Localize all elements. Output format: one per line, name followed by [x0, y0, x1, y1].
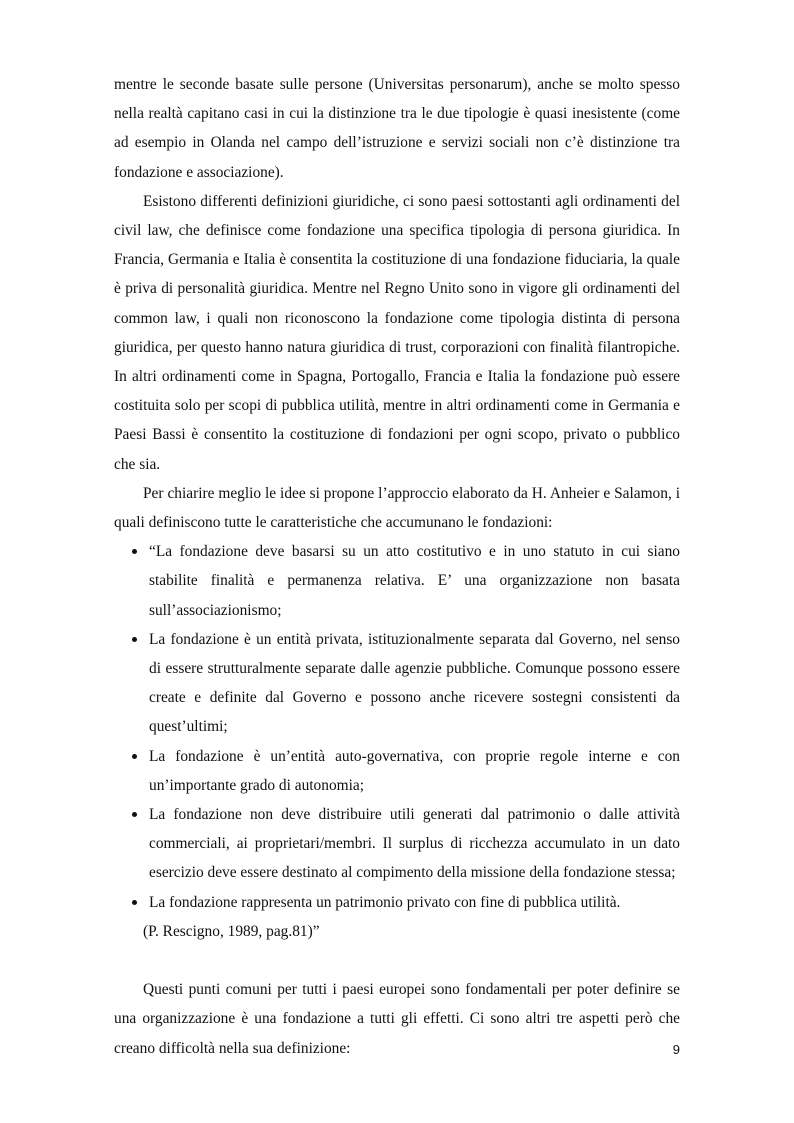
- paragraph-closing: Questi punti comuni per tutti i paesi europei sono fondamentali per poter definire se una organizzazione è una fondazione a tutti gli effetti. Ci sono altri tre aspetti però che creano difficoltà nella sua definizione:: [114, 981, 680, 1057]
- list-item: [114, 625, 680, 742]
- citation: (P. Rescigno, 1989, pag.81)”: [143, 922, 320, 940]
- paragraph-legal-definitions: Esistono differenti definizioni giuridiche, ci sono paesi sottostanti agli ordinamenti del civil law, che definisce come fondazione una specifica tipologia di persona giuridica. In Francia, Germania e Italia è consentita la costituzione di una fondazione fiduciaria, la quale è priva di personalità giuridica. Mentre nel Regno Unito sono in vigore gli ordinamenti del common law, i quali non riconoscono la fondazione come tipologia distinta di persona giuridica, per questo hanno natura giuridica di trust, corporazioni con finalità filantropiche. In altri ordinamenti come in Spagna, Portogallo, Francia e Italia la fondazione può essere costituita solo per scopi di pubblica utilità, mentre in altri ordinamenti come in Germania e Paesi Bassi è consentito la costituzione di fondazioni per ogni scopo, privato o pubblico che sia.: [114, 192, 680, 473]
- paragraph-approach-intro: Per chiarire meglio le idee si propone l’approccio elaborato da H. Anheier e Salamon, i quali definiscono tutte le caratteristiche che accumunano le fondazioni:: [114, 484, 680, 532]
- paragraph-continuation: mentre le seconde basate sulle persone (Universitas personarum), anche se molto spesso nella realtà capitano casi in cui la distinzione tra le due tipologie è quasi inesistente (come ad esempio in Olanda nel campo dell’istruzione e servizi sociali non c’è distinzione tra fondazione e associazione).: [114, 76, 680, 181]
- page-number: 9: [672, 1042, 680, 1057]
- list-item-text: La fondazione è un’entità auto-governativa, con proprie regole interne e con un’importante grado di autonomia;: [149, 747, 680, 794]
- list-item-text: La fondazione è un entità privata, istituzionalmente separata dal Governo, nel senso di essere strutturalmente separate dalle agenzie pubbliche. Comunque possono essere create e definite dal Governo e possono anche ricevere sostegni consistenti da quest’ultimi;: [149, 630, 680, 736]
- bullet-icon: [132, 549, 137, 554]
- list-item-text: La fondazione non deve distribuire utili generati dal patrimonio o dalle attività commerciali, ai proprietari/membri. Il surplus di ricchezza accumulato in un dato esercizio deve essere destinato al compimento della missione della fondazione stessa;: [149, 806, 680, 882]
- bullet-icon: [132, 812, 137, 817]
- list-item: [114, 742, 680, 800]
- bullet-icon: [132, 900, 137, 905]
- page-body: [114, 70, 680, 1063]
- blank-line: [114, 946, 680, 975]
- list-item: [114, 888, 680, 917]
- list-item: [114, 537, 680, 625]
- list-item-text: La fondazione rappresenta un patrimonio privato con fine di pubblica utilità.: [149, 893, 621, 911]
- bullet-icon: [132, 754, 137, 759]
- bullet-icon: [132, 637, 137, 642]
- characteristics-list: [114, 537, 680, 917]
- list-item-text: “La fondazione deve basarsi su un atto costitutivo e in uno statuto in cui siano stabilite finalità e permanenza relativa. E’ una organizzazione non basata sull’associazionismo;: [149, 543, 680, 619]
- list-item: [114, 800, 680, 888]
